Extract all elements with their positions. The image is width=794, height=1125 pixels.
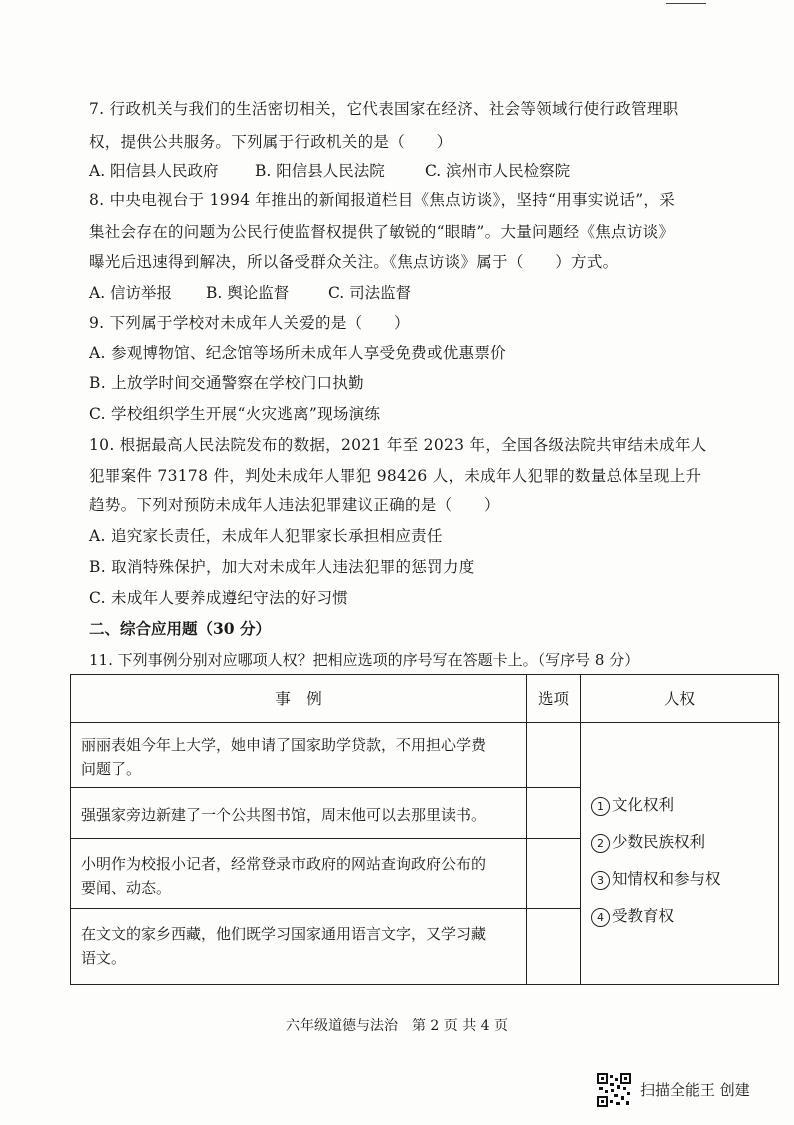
circled-number-2: 2: [591, 834, 610, 853]
qr-code-icon: [597, 1073, 631, 1107]
rights-item-3: [591, 861, 771, 898]
table-row-3-line2: 要闻、动态。: [81, 879, 172, 897]
q10-stem-line1: 10. 根据最高人民法院发布的数据，2021 年至 2023 年，全国各级法院共审结未成年人: [89, 436, 707, 454]
q8-options: [89, 282, 729, 304]
section-2-heading: 二、综合应用题（30 分）: [89, 619, 271, 638]
q8-option-b: B. 舆论监督: [206, 284, 290, 302]
table-row-3-line1: 小明作为校报小记者，经常登录市政府的网站查询政府公布的: [81, 855, 487, 873]
rights-label-4: 受教育权: [612, 907, 675, 925]
q11-table: [70, 674, 779, 985]
q10-stem-line3: 趋势。下列对预防未成年人违法犯罪建议正确的是（ ）: [89, 496, 500, 514]
circled-number-3: 3: [591, 871, 610, 890]
q7-options: [89, 160, 729, 182]
q8-option-c: C. 司法监督: [328, 284, 412, 302]
q8-option-a: A. 信访举报: [89, 284, 173, 302]
rights-item-2: [591, 824, 771, 861]
table-row-4: [81, 922, 521, 970]
rights-list: [591, 787, 771, 935]
q8-stem-line1: 8. 中央电视台于 1994 年推出的新闻报道栏目《焦点访谈》，坚持“用事实说话”，采: [89, 191, 676, 209]
q10-option-b: B. 取消特殊保护，加大对未成年人违法犯罪的惩罚力度: [89, 558, 475, 576]
table-row-divider-3: [71, 908, 581, 909]
q10-option-a: A. 追究家长责任，未成年人犯罪家长承担相应责任: [89, 527, 443, 545]
rights-item-4: [591, 898, 771, 935]
q11-stem: 11. 下列事例分别对应哪项人权？把相应选项的序号写在答题卡上。（写序号 8 分）: [89, 651, 640, 669]
scanner-watermark: 扫描全能王 创建: [640, 1081, 750, 1099]
table-header-option: 选项: [537, 690, 569, 708]
table-header-rights: 人权: [663, 690, 695, 708]
rights-item-1: [591, 787, 771, 824]
table-row-1: [81, 733, 521, 781]
table-row-divider-2: [71, 838, 581, 839]
table-row-1-line1: 丽丽表姐今年上大学，她申请了国家助学贷款，不用担心学费: [81, 736, 487, 754]
table-row-2-line1: 强强家旁边新建了一个公共图书馆，周末他可以去那里读书。: [81, 806, 487, 824]
rights-label-3: 知情权和参与权: [612, 870, 721, 888]
rights-label-2: 少数民族权利: [612, 833, 706, 851]
q9-option-c: C. 学校组织学生开展“火灾逃离”现场演练: [89, 405, 381, 423]
circled-number-4: 4: [591, 908, 610, 927]
q10-stem-line2: 犯罪案件 73178 件，判处未成年人罪犯 98426 人，未成年人犯罪的数量总体呈现上升: [89, 467, 702, 485]
table-row-1-line2: 问题了。: [81, 760, 142, 778]
q7-option-b: B. 阳信县人民法院: [255, 162, 385, 180]
q8-stem-line2: 集社会存在的问题为公民行使监督权提供了敏锐的“眼睛”。大量问题经《焦点访谈》: [89, 223, 675, 241]
q9-option-b: B. 上放学时间交通警察在学校门口执勤: [89, 374, 364, 392]
q7-option-c: C. 滨州市人民检察院: [425, 162, 571, 180]
table-row-4-line1: 在文文的家乡西藏，他们既学习国家通用语言文字，又学习藏: [81, 925, 487, 943]
top-edge-mark: [666, 3, 706, 4]
q10-option-c: C. 未成年人要养成遵纪守法的好习惯: [89, 589, 349, 607]
table-row-3: [81, 852, 521, 900]
q7-stem-line2: 权，提供公共服务。下列属于行政机关的是（ ）: [89, 133, 453, 151]
q9-option-a: A. 参观博物馆、纪念馆等场所未成年人享受免费或优惠票价: [89, 344, 506, 362]
page-footer: 六年级道德与法治 第 2 页 共 4 页: [285, 1018, 509, 1034]
circled-number-1: 1: [591, 797, 610, 816]
table-row-4-line2: 语文。: [81, 949, 127, 967]
q7-stem-line1: 7. 行政机关与我们的生活密切相关，它代表国家在经济、社会等领域行使行政管理职: [89, 100, 679, 118]
q8-stem-line3: 曝光后迅速得到解决，所以备受群众关注。《焦点访谈》属于（ ）方式。: [89, 253, 619, 271]
table-row-2: [81, 803, 521, 827]
rights-label-1: 文化权利: [612, 796, 675, 814]
q7-option-a: A. 阳信县人民政府: [89, 162, 219, 180]
table-row-divider-1: [71, 787, 581, 788]
q9-stem: 9. 下列属于学校对未成年人关爱的是（ ）: [89, 314, 410, 332]
table-header-example: 事 例: [275, 690, 322, 708]
